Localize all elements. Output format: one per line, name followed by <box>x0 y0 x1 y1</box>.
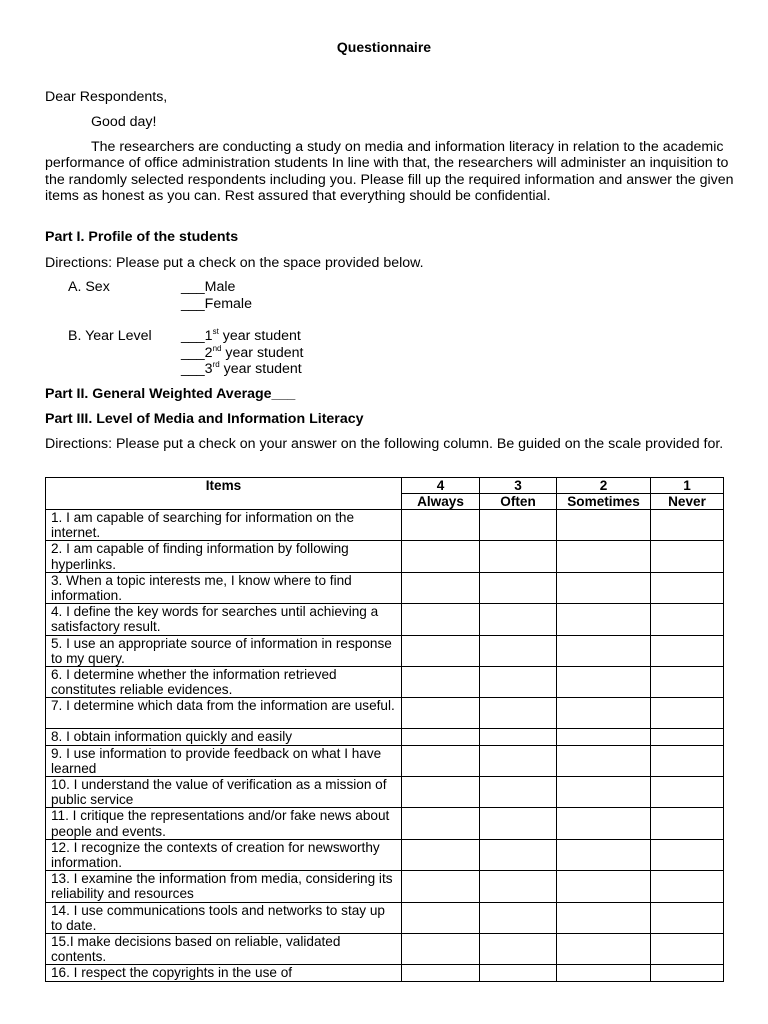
table-row <box>46 839 724 870</box>
answer-cell-often[interactable] <box>480 777 557 808</box>
answer-cell-often[interactable] <box>480 808 557 839</box>
answer-cell-sometimes[interactable] <box>557 839 651 870</box>
table-row <box>46 635 724 666</box>
items-header: Items <box>46 478 402 510</box>
answer-cell-always[interactable] <box>402 934 480 965</box>
part2-heading: Part II. General Weighted Average___ <box>45 386 296 402</box>
answer-cell-often[interactable] <box>480 729 557 745</box>
answer-cell-always[interactable] <box>402 808 480 839</box>
scale-value-2: 2 <box>557 478 651 494</box>
answer-cell-sometimes[interactable] <box>557 635 651 666</box>
item-text: 11. I critique the representations and/or fake news about people and events. <box>46 808 402 839</box>
table-row <box>46 777 724 808</box>
answer-cell-never[interactable] <box>651 604 724 635</box>
scale-label-often: Often <box>480 494 557 510</box>
answer-cell-sometimes[interactable] <box>557 572 651 603</box>
answer-cell-often[interactable] <box>480 934 557 965</box>
answer-cell-sometimes[interactable] <box>557 745 651 776</box>
intro-paragraph: The researchers are conducting a study on media and information literacy in relation to the academic performance of office administration students In line with that, the researchers will administer an inquisition to the randomly selected respondents including you. Please fill up the required information and answer the given items as honest as you can. Rest assured that everything should be confidential. <box>45 139 734 205</box>
answer-cell-often[interactable] <box>480 572 557 603</box>
item-text: 3. When a topic interests me, I know where to find information. <box>46 572 402 603</box>
table-row <box>46 871 724 902</box>
item-text: 16. I respect the copyrights in the use of <box>46 965 402 981</box>
part1-heading: Part I. Profile of the students <box>45 229 239 245</box>
answer-cell-always[interactable] <box>402 572 480 603</box>
answer-cell-sometimes[interactable] <box>557 871 651 902</box>
part3-heading: Part III. Level of Media and Information Literacy <box>45 411 364 427</box>
answer-cell-sometimes[interactable] <box>557 965 651 981</box>
answer-cell-sometimes[interactable] <box>557 808 651 839</box>
greeting: Dear Respondents, <box>45 89 168 105</box>
answer-cell-never[interactable] <box>651 871 724 902</box>
year-level-label: B. Year Level <box>68 328 152 344</box>
sex-option-male[interactable]: ___Male <box>181 279 236 295</box>
table-row <box>46 902 724 933</box>
table-row <box>46 541 724 572</box>
page-title: Questionnaire <box>336 39 432 55</box>
answer-cell-sometimes[interactable] <box>557 604 651 635</box>
answer-cell-always[interactable] <box>402 604 480 635</box>
item-text: 10. I understand the value of verification as a mission of public service <box>46 777 402 808</box>
part3-directions: Directions: Please put a check on your answer on the following column. Be guided on the scale provided for. <box>45 436 724 452</box>
item-text: 2. I am capable of finding information by following hyperlinks. <box>46 541 402 572</box>
answer-cell-often[interactable] <box>480 667 557 698</box>
year-option-1st[interactable]: ___1st year student <box>181 327 301 344</box>
scale-label-always: Always <box>402 494 480 510</box>
answer-cell-never[interactable] <box>651 510 724 541</box>
scale-value-1: 1 <box>651 478 724 494</box>
item-text: 14. I use communications tools and networks to stay up to date. <box>46 902 402 933</box>
answer-cell-sometimes[interactable] <box>557 729 651 745</box>
answer-cell-never[interactable] <box>651 572 724 603</box>
part1-directions: Directions: Please put a check on the space provided below. <box>45 255 424 271</box>
table-row <box>46 698 724 729</box>
answer-cell-always[interactable] <box>402 729 480 745</box>
table-row <box>46 572 724 603</box>
answer-cell-often[interactable] <box>480 871 557 902</box>
table-row <box>46 808 724 839</box>
sex-label: A. Sex <box>68 279 110 295</box>
answer-cell-always[interactable] <box>402 745 480 776</box>
answer-cell-always[interactable] <box>402 839 480 870</box>
answer-cell-always[interactable] <box>402 777 480 808</box>
answer-cell-never[interactable] <box>651 698 724 729</box>
table-row <box>46 965 724 981</box>
scale-value-4: 4 <box>402 478 480 494</box>
answer-cell-often[interactable] <box>480 635 557 666</box>
answer-cell-sometimes[interactable] <box>557 510 651 541</box>
answer-cell-often[interactable] <box>480 541 557 572</box>
answer-cell-never[interactable] <box>651 839 724 870</box>
item-text: 9. I use information to provide feedback on what I have learned <box>46 745 402 776</box>
table-row <box>46 667 724 698</box>
good-day: Good day! <box>91 114 157 130</box>
item-text: 6. I determine whether the information retrieved constitutes reliable evidences. <box>46 667 402 698</box>
answer-cell-never[interactable] <box>651 667 724 698</box>
answer-cell-never[interactable] <box>651 902 724 933</box>
item-text: 15.I make decisions based on reliable, validated contents. <box>46 934 402 965</box>
answer-cell-sometimes[interactable] <box>557 902 651 933</box>
answer-cell-often[interactable] <box>480 604 557 635</box>
answer-cell-often[interactable] <box>480 839 557 870</box>
answer-cell-often[interactable] <box>480 902 557 933</box>
answer-cell-always[interactable] <box>402 698 480 729</box>
answer-cell-often[interactable] <box>480 698 557 729</box>
answer-cell-sometimes[interactable] <box>557 698 651 729</box>
answer-cell-never[interactable] <box>651 934 724 965</box>
year-option-3rd[interactable]: ___3rd year student <box>181 360 302 377</box>
answer-cell-always[interactable] <box>402 871 480 902</box>
table-row <box>46 510 724 541</box>
answer-cell-never[interactable] <box>651 808 724 839</box>
answer-cell-always[interactable] <box>402 541 480 572</box>
answer-cell-always[interactable] <box>402 635 480 666</box>
item-text: 13. I examine the information from media, considering its reliability and resources <box>46 871 402 902</box>
table-row <box>46 604 724 635</box>
answer-cell-always[interactable] <box>402 667 480 698</box>
year-option-2nd[interactable]: ___2nd year student <box>181 344 304 361</box>
item-text: 5. I use an appropriate source of information in response to my query. <box>46 635 402 666</box>
answer-cell-always[interactable] <box>402 965 480 981</box>
scale-label-never: Never <box>651 494 724 510</box>
answer-cell-sometimes[interactable] <box>557 541 651 572</box>
table-row <box>46 729 724 745</box>
answer-cell-sometimes[interactable] <box>557 934 651 965</box>
answer-cell-often[interactable] <box>480 965 557 981</box>
answer-cell-always[interactable] <box>402 510 480 541</box>
answer-cell-never[interactable] <box>651 541 724 572</box>
answer-cell-never[interactable] <box>651 635 724 666</box>
answer-cell-sometimes[interactable] <box>557 777 651 808</box>
answer-cell-never[interactable] <box>651 745 724 776</box>
answer-cell-always[interactable] <box>402 902 480 933</box>
sex-option-female[interactable]: ___Female <box>181 296 252 312</box>
answer-cell-never[interactable] <box>651 965 724 981</box>
item-text: 12. I recognize the contexts of creation for newsworthy information. <box>46 839 402 870</box>
answer-cell-never[interactable] <box>651 729 724 745</box>
scale-label-sometimes: Sometimes <box>557 494 651 510</box>
answer-cell-often[interactable] <box>480 745 557 776</box>
answer-cell-often[interactable] <box>480 510 557 541</box>
table-row <box>46 745 724 776</box>
item-text: 4. I define the key words for searches until achieving a satisfactory result. <box>46 604 402 635</box>
literacy-scale-table <box>45 477 724 982</box>
item-text: 8. I obtain information quickly and easily <box>46 729 402 745</box>
scale-value-3: 3 <box>480 478 557 494</box>
answer-cell-sometimes[interactable] <box>557 667 651 698</box>
answer-cell-never[interactable] <box>651 777 724 808</box>
table-row <box>46 934 724 965</box>
item-text: 1. I am capable of searching for information on the internet. <box>46 510 402 541</box>
item-text: 7. I determine which data from the information are useful. <box>46 698 402 729</box>
